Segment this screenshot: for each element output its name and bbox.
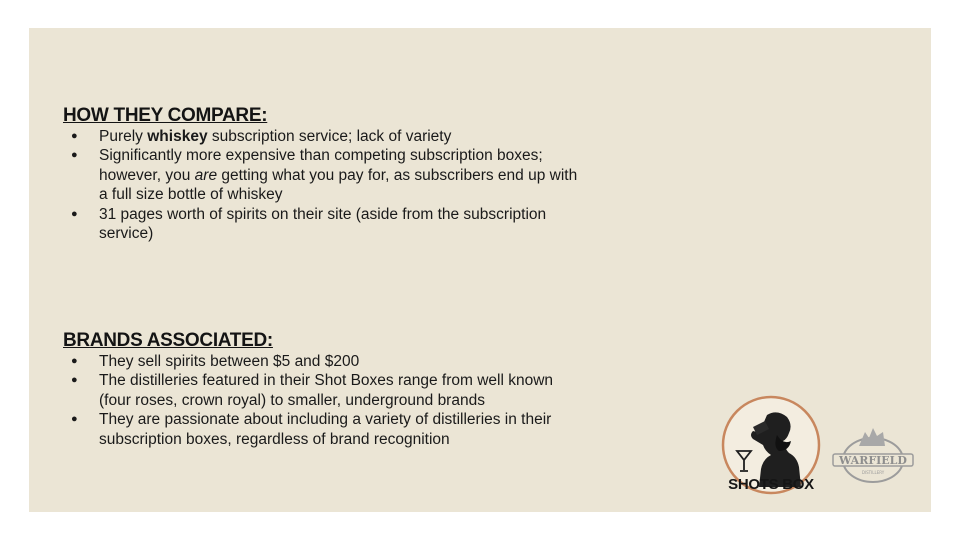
brands-item-3: ● They are passionate about including a variety of distilleries in their subscription boxes, regardless of brand recognition [63,410,583,449]
compare-item-3: ● 31 pages worth of spirits on their site (aside from the subscription service) [63,205,583,244]
warfield-banner-text: WARFIELD [839,454,907,467]
slide-background [29,28,931,512]
brands-list [63,352,583,449]
warfield-logo-icon [829,416,917,486]
warfield-building [859,428,885,446]
brands-heading: BRANDS ASSOCIATED: [63,330,273,351]
compare-list [63,127,583,243]
brands-item-1: ● They sell spirits between $5 and $200 [63,352,583,371]
compare-item-2: ● Significantly more expensive than competing subscription boxes; however, you are getting what you pay for, as subscribers end up with a full size bottle of whiskey [63,146,583,204]
brands-item-2: ● The distilleries featured in their Shot Boxes range from well known (four roses, crown royal) to smaller, underground brands [63,371,583,410]
compare-item-1: ● Purely whiskey subscription service; lack of variety [63,127,583,146]
compare-heading: HOW THEY COMPARE: [63,105,268,126]
warfield-small-text: DISTILLERY [861,470,885,475]
shots-box-logo-text: SHOTS BOX [728,476,814,493]
